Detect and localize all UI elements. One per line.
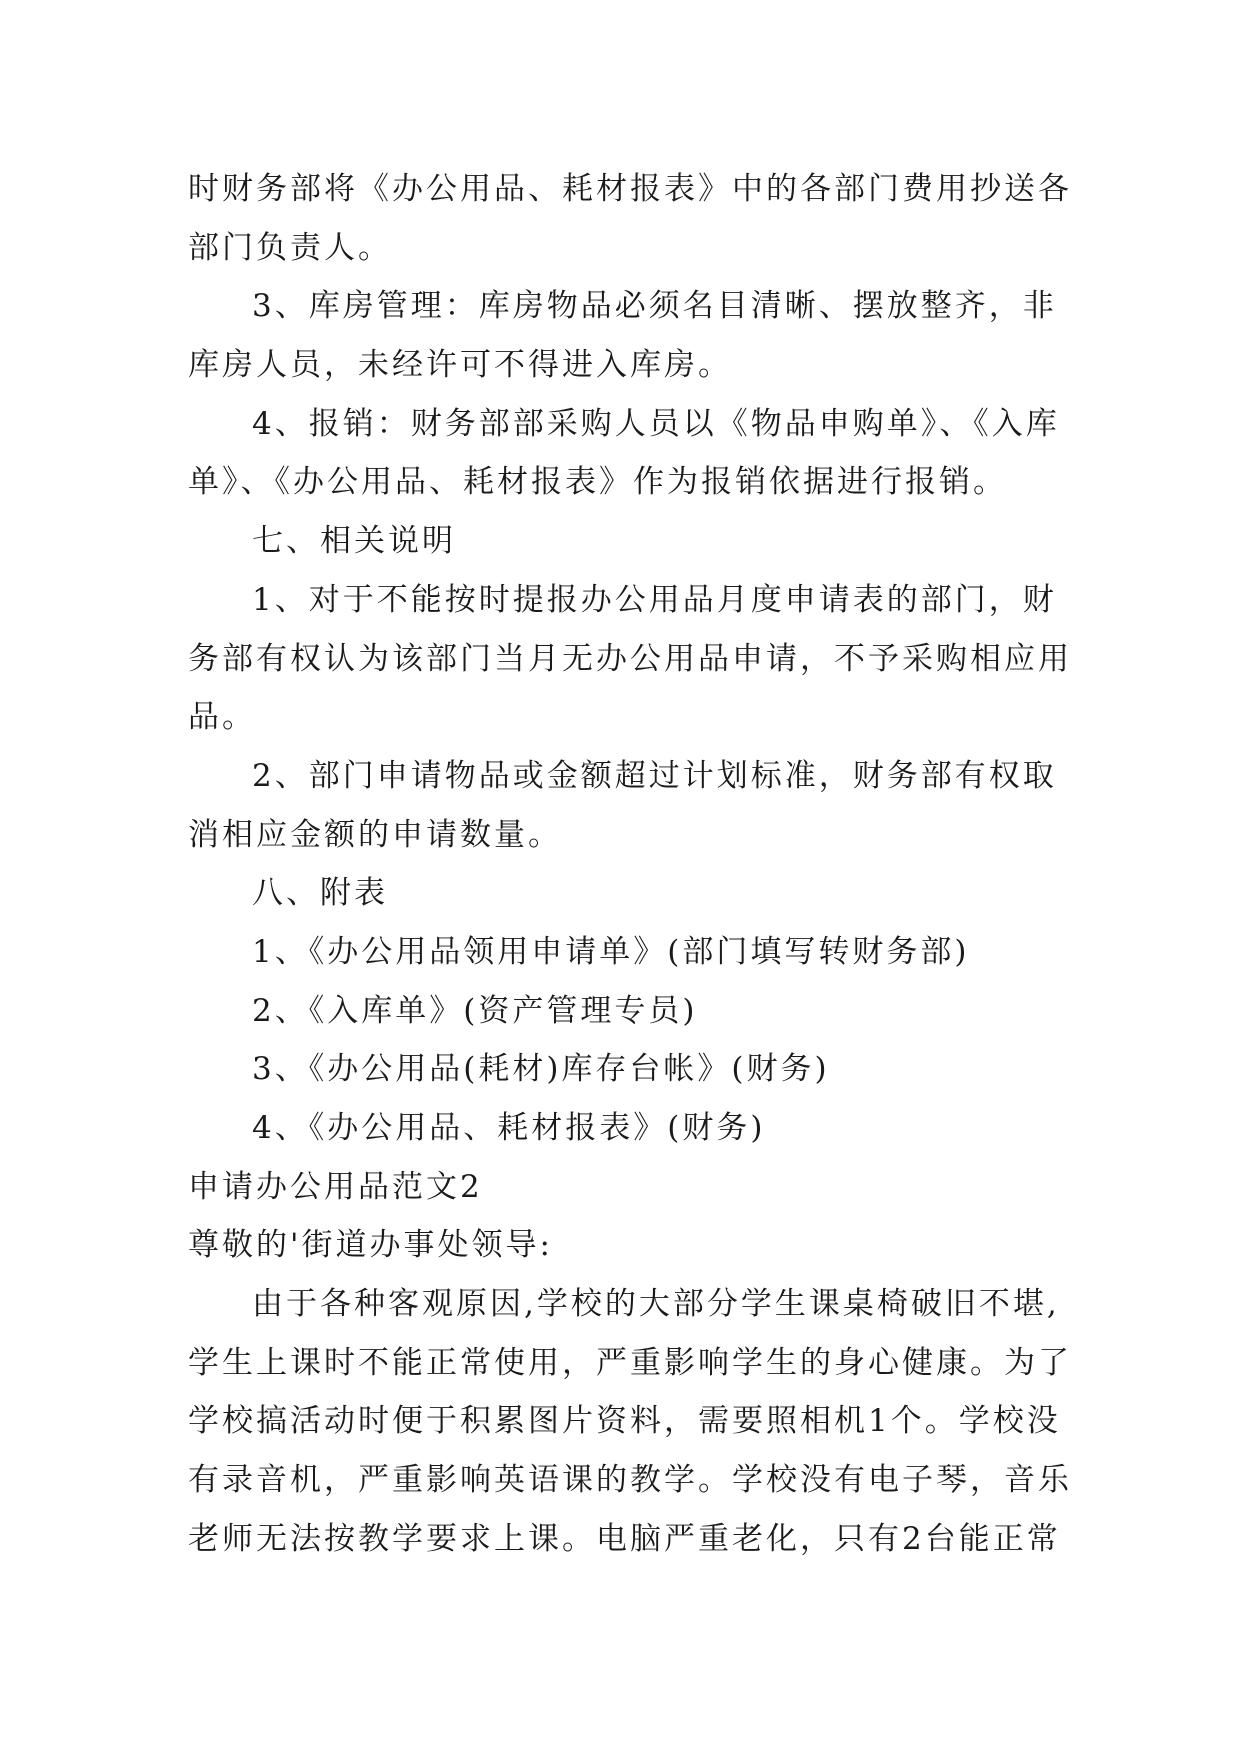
text-line: 库房人员，未经许可不得进入库房。	[188, 347, 732, 384]
text-line: 学生上课时不能正常使用，严重影响学生的身心健康。为了	[188, 1344, 1072, 1381]
text-line: 单》、《办公用品、耗材报表》作为报销依据进行报销。	[188, 464, 1007, 501]
text-line: 3、库房管理：库房物品必须名目清晰、摆放整齐，非	[252, 288, 1057, 325]
text-line: 部门负责人。	[188, 229, 392, 266]
salutation: 尊敬的'街道办事处领导:	[188, 1227, 553, 1264]
text-line: 学校搞活动时便于积累图片资料，需要照相机1个。学校没	[188, 1403, 1061, 1440]
text-line: 有录音机，严重影响英语课的教学。学校没有电子琴，音乐	[188, 1462, 1072, 1499]
appendix-item: 1、《办公用品领用申请单》(部门填写转财务部)	[252, 933, 970, 970]
appendix-item: 2、《入库单》(资产管理专员)	[252, 992, 698, 1029]
document-body	[188, 160, 1072, 1569]
text-line: 2、部门申请物品或金额超过计划标准，财务部有权取	[252, 757, 1057, 794]
appendix-item: 3、《办公用品(耗材)库存台帐》(财务)	[252, 1051, 830, 1088]
text-line: 1、对于不能按时提报办公用品月度申请表的部门，财	[252, 581, 1057, 618]
document-title: 申请办公用品范文2	[188, 1168, 483, 1205]
appendix-item: 4、《办公用品、耗材报表》(财务)	[252, 1110, 766, 1146]
text-line: 时财务部将《办公用品、耗材报表》中的各部门费用抄送各	[188, 171, 1072, 207]
text-line: 品。	[188, 699, 256, 736]
text-line: 老师无法按教学要求上课。电脑严重老化，只有2台能正常	[188, 1520, 1061, 1557]
text-line: 由于各种客观原因,学校的大部分学生课桌椅破旧不堪,	[252, 1286, 1060, 1323]
text-line: 务部有权认为该部门当月无办公用品申请，不予采购相应用	[188, 640, 1072, 677]
text-line: 消相应金额的申请数量。	[188, 816, 562, 853]
text-line: 4、报销：财务部部采购人员以《物品申购单》、《入库	[252, 405, 1060, 442]
section-heading: 八、附表	[252, 875, 388, 912]
section-heading: 七、相关说明	[252, 523, 456, 560]
